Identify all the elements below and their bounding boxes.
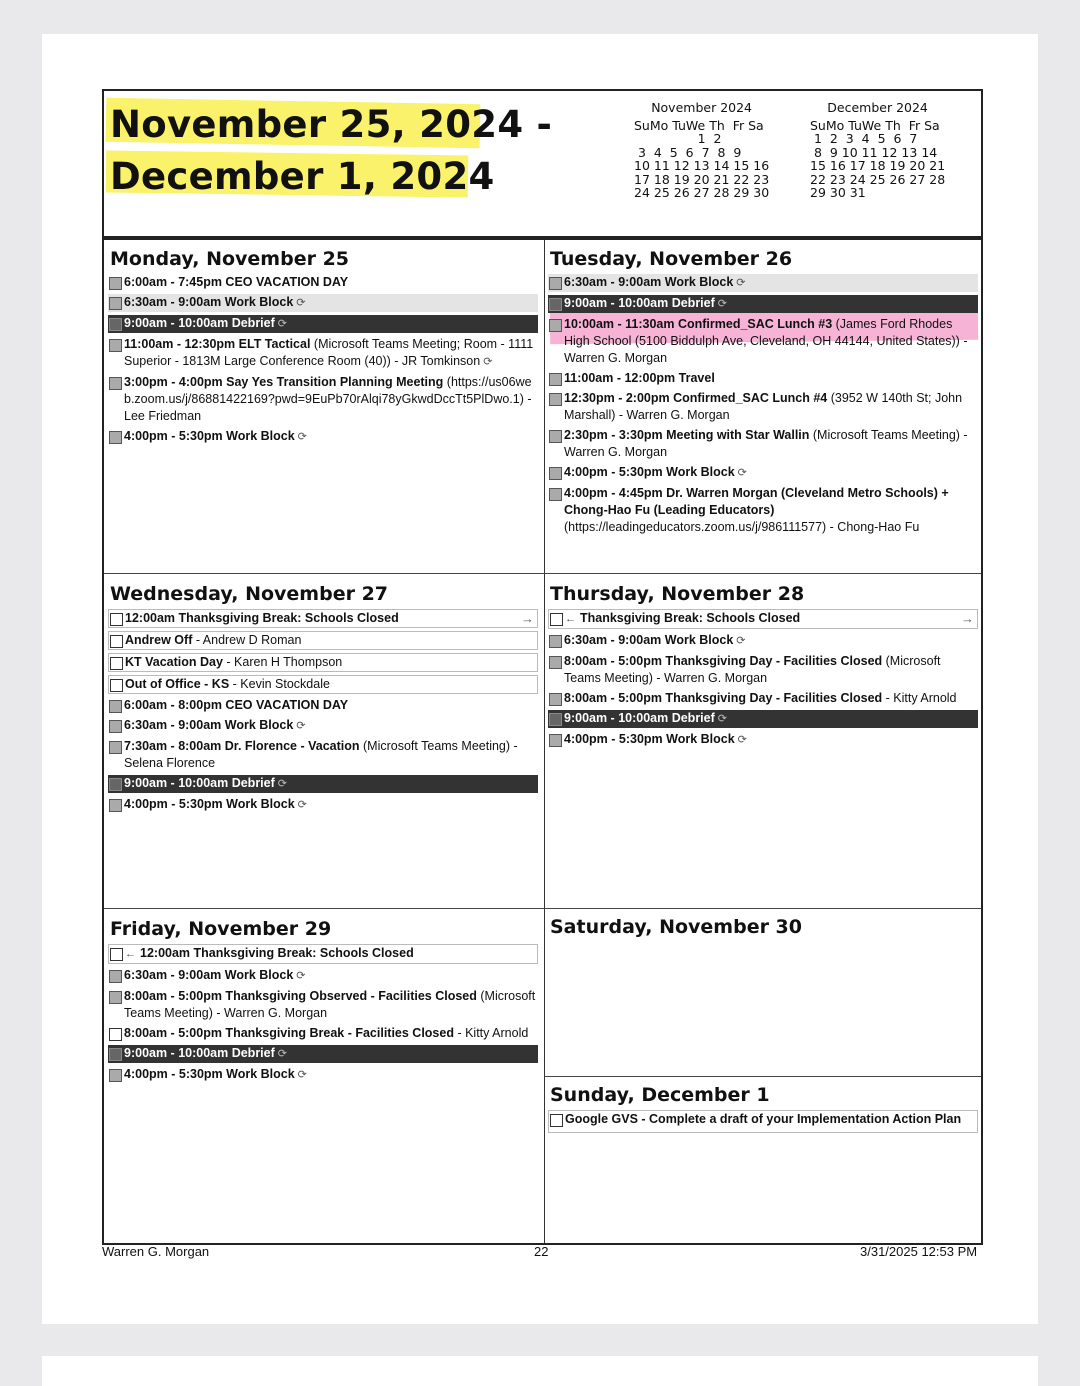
event-category-icon: [109, 720, 122, 733]
mini-calendar-weekdays: SuMo TuWe Th Fr Sa: [634, 117, 764, 133]
mini-calendar-november: [634, 101, 769, 200]
recurring-icon: ⟳: [277, 1048, 287, 1060]
recurring-icon: ⟳: [483, 356, 493, 368]
event-category-icon: [109, 1048, 122, 1061]
event-category-icon: [109, 970, 122, 983]
row-divider: [104, 573, 981, 574]
week-title-start: November 25, 2024 -: [110, 103, 553, 146]
event-item[interactable]: 4:00pm - 4:45pm Dr. Warren Morgan (Cleveland Metro Schools) + Chong-Hao Fu (Leading Educators) (https://leadingeducators.zoom.us/j/986111577) - Chong-Hao Fu: [548, 485, 978, 536]
event-category-icon: [109, 297, 122, 310]
event-item[interactable]: 6:30am - 9:00am Work Block ⟳: [108, 294, 538, 312]
event-item[interactable]: 9:00am - 10:00am Debrief ⟳: [108, 315, 538, 333]
day-tuesday: [548, 248, 978, 539]
event-item[interactable]: 8:00am - 5:00pm Thanksgiving Observed - Facilities Closed (Microsoft Teams Meeting) - Warren G. Morgan: [108, 988, 538, 1022]
event-item[interactable]: 9:00am - 10:00am Debrief ⟳: [548, 710, 978, 728]
event-item[interactable]: ← Thanksgiving Break: Schools Closed →: [548, 609, 978, 629]
event-item[interactable]: 6:30am - 9:00am Work Block ⟳: [548, 632, 978, 650]
column-divider: [544, 240, 545, 1243]
event-item[interactable]: Andrew Off - Andrew D Roman: [108, 631, 538, 650]
day-title: Friday, November 29: [110, 918, 332, 940]
day-saturday: [548, 916, 978, 942]
recurring-icon: ⟳: [737, 734, 747, 746]
event-category-icon: [109, 1028, 122, 1041]
recurring-icon: ⟳: [736, 635, 746, 647]
row-divider: [104, 908, 981, 909]
event-category-icon: [549, 298, 562, 311]
day-title: Monday, November 25: [110, 248, 350, 270]
day-title: Wednesday, November 27: [110, 583, 389, 605]
event-category-icon: [549, 467, 562, 480]
event-item[interactable]: 4:00pm - 5:30pm Work Block ⟳: [108, 796, 538, 814]
day-friday: [108, 918, 538, 1087]
recurring-icon: ⟳: [277, 778, 287, 790]
event-category-icon: [549, 713, 562, 726]
footer-owner: Warren G. Morgan: [102, 1244, 210, 1259]
event-category-icon: [109, 277, 122, 290]
recurring-icon: ⟳: [297, 799, 307, 811]
mini-calendar-week: 29 30 31: [810, 185, 866, 200]
event-item[interactable]: 10:00am - 11:30am Confirmed_SAC Lunch #3 (James Ford Rhodes High School (5100 Biddulph Ave, Cleveland, OH 44144, United States)) - Warren G. Morgan: [548, 316, 978, 367]
continues-arrow-icon: ←: [125, 948, 136, 960]
event-item[interactable]: 2:30pm - 3:30pm Meeting with Star Wallin (Microsoft Teams Meeting) - Warren G. Morgan: [548, 427, 978, 461]
calendar-printout: [102, 89, 981, 1242]
event-category-icon: [549, 373, 562, 386]
event-item[interactable]: 8:00am - 5:00pm Thanksgiving Break - Facilities Closed - Kitty Arnold: [108, 1025, 538, 1042]
event-item[interactable]: 4:00pm - 5:30pm Work Block ⟳: [548, 731, 978, 749]
event-category-icon: [109, 339, 122, 352]
event-category-icon: [109, 318, 122, 331]
recurring-icon: ⟳: [277, 318, 287, 330]
day-title: Sunday, December 1: [550, 1084, 770, 1106]
day-title: Saturday, November 30: [550, 916, 803, 938]
mini-calendar-week: 1 2 3 4 5 6 7: [810, 131, 918, 146]
event-category-icon: [109, 991, 122, 1004]
mini-calendar-month: November 2024: [651, 100, 752, 115]
event-category-icon: [550, 613, 563, 626]
event-item[interactable]: 6:30am - 9:00am Work Block ⟳: [108, 967, 538, 985]
event-category-icon: [549, 430, 562, 443]
event-category-icon: [110, 657, 123, 670]
day-title: Thursday, November 28: [550, 583, 805, 605]
event-category-icon: [110, 635, 123, 648]
event-item[interactable]: 4:00pm - 5:30pm Work Block ⟳: [548, 464, 978, 482]
recurring-icon: ⟳: [736, 277, 746, 289]
event-item[interactable]: 6:30am - 9:00am Work Block ⟳: [108, 717, 538, 735]
mini-calendar-week: 10 11 12 13 14 15 16: [634, 158, 770, 173]
event-category-icon: [109, 431, 122, 444]
mini-calendar-weekdays: SuMo TuWe Th Fr Sa: [810, 117, 940, 133]
event-category-icon: [109, 377, 122, 390]
continues-arrow-icon: →: [521, 611, 534, 626]
recurring-icon: ⟳: [737, 467, 747, 479]
event-category-icon: [109, 778, 122, 791]
week-header: [102, 89, 983, 238]
event-category-icon: [109, 741, 122, 754]
event-item[interactable]: 6:00am - 7:45pm CEO VACATION DAY: [108, 274, 538, 291]
event-item[interactable]: 4:00pm - 5:30pm Work Block ⟳: [108, 428, 538, 446]
event-item[interactable]: Google GVS - Complete a draft of your Implementation Action Plan: [548, 1110, 978, 1133]
row-divider: [544, 1076, 981, 1077]
day-wednesday: [108, 583, 538, 817]
recurring-icon: ⟳: [296, 720, 306, 732]
event-category-icon: [549, 393, 562, 406]
event-item[interactable]: 12:00am Thanksgiving Break: Schools Closed →: [108, 609, 538, 628]
event-item[interactable]: 4:00pm - 5:30pm Work Block ⟳: [108, 1066, 538, 1084]
recurring-icon: ⟳: [717, 713, 727, 725]
event-category-icon: [549, 488, 562, 501]
event-item[interactable]: KT Vacation Day - Karen H Thompson: [108, 653, 538, 672]
event-item[interactable]: 7:30am - 8:00am Dr. Florence - Vacation (Microsoft Teams Meeting) - Selena Florence: [108, 738, 538, 772]
event-category-icon: [110, 679, 123, 692]
week-grid: [102, 238, 983, 1245]
event-item[interactable]: 11:00am - 12:30pm ELT Tactical (Microsoft Teams Meeting; Room - 1111 Superior - 1813M Large Conference Room (40)) - JR Tomkinson ⟳: [108, 336, 538, 371]
mini-calendar-month: December 2024: [827, 100, 928, 115]
footer-page-number: 22: [534, 1244, 549, 1259]
mini-calendar-week: 24 25 26 27 28 29 30: [634, 185, 770, 200]
recurring-icon: ⟳: [297, 1069, 307, 1081]
mini-calendar-december: [810, 101, 945, 200]
event-category-icon: [550, 1114, 563, 1127]
event-category-icon: [109, 700, 122, 713]
event-item[interactable]: 9:00am - 10:00am Debrief ⟳: [108, 1045, 538, 1063]
event-item[interactable]: 12:30pm - 2:00pm Confirmed_SAC Lunch #4 (3952 W 140th St; John Marshall) - Warren G. Morgan: [548, 390, 978, 424]
event-item[interactable]: 9:00am - 10:00am Debrief ⟳: [108, 775, 538, 793]
event-category-icon: [549, 277, 562, 290]
event-category-icon: [549, 656, 562, 669]
mini-calendar-week: 1 2: [634, 131, 722, 146]
mini-calendar-week: 15 16 17 18 19 20 21: [810, 158, 946, 173]
day-sunday: [548, 1084, 978, 1136]
event-item[interactable]: 8:00am - 5:00pm Thanksgiving Day - Facilities Closed (Microsoft Teams Meeting) - Warren G. Morgan: [548, 653, 978, 687]
event-category-icon: [549, 734, 562, 747]
day-title: Tuesday, November 26: [550, 248, 793, 270]
recurring-icon: ⟳: [297, 431, 307, 443]
mini-calendar-week: 17 18 19 20 21 22 23: [634, 171, 770, 187]
event-item[interactable]: 11:00am - 12:00pm Travel: [548, 370, 978, 387]
event-category-icon: [549, 693, 562, 706]
event-category-icon: [110, 948, 123, 961]
event-item[interactable]: 3:00pm - 4:00pm Say Yes Transition Planning Meeting (https://us06web.zoom.us/j/86881422169?pwd=9EuPb70rAlqi78yGkwdDccTt5PlDwo.1) - Lee Friedman: [108, 374, 538, 425]
event-item[interactable]: Out of Office - KS - Kevin Stockdale: [108, 675, 538, 694]
event-category-icon: [549, 635, 562, 648]
continues-arrow-icon: ←: [565, 613, 576, 625]
event-item[interactable]: 9:00am - 10:00am Debrief ⟳: [548, 295, 978, 313]
recurring-icon: ⟳: [296, 297, 306, 309]
event-item[interactable]: 6:00am - 8:00pm CEO VACATION DAY: [108, 697, 538, 714]
event-item[interactable]: ← 12:00am Thanksgiving Break: Schools Closed: [108, 944, 538, 964]
next-page-edge: [42, 1356, 1038, 1386]
week-title-end: December 1, 2024: [110, 155, 495, 198]
recurring-icon: ⟳: [296, 970, 306, 982]
continues-arrow-icon: →: [961, 611, 974, 626]
event-category-icon: [110, 613, 123, 626]
mini-calendar-week: 8 9 10 11 12 13 14: [810, 144, 938, 160]
event-item[interactable]: 8:00am - 5:00pm Thanksgiving Day - Facilities Closed - Kitty Arnold: [548, 690, 978, 707]
day-thursday: [548, 583, 978, 752]
event-item[interactable]: 6:30am - 9:00am Work Block ⟳: [548, 274, 978, 292]
event-category-icon: [549, 319, 562, 332]
mini-calendar-week: 22 23 24 25 26 27 28: [810, 171, 946, 187]
event-category-icon: [109, 1069, 122, 1082]
mini-calendar-week: 3 4 5 6 7 8 9: [634, 144, 742, 160]
day-monday: [108, 248, 538, 449]
recurring-icon: ⟳: [717, 298, 727, 310]
footer-printed-timestamp: 3/31/2025 12:53 PM: [860, 1244, 978, 1259]
event-category-icon: [109, 799, 122, 812]
